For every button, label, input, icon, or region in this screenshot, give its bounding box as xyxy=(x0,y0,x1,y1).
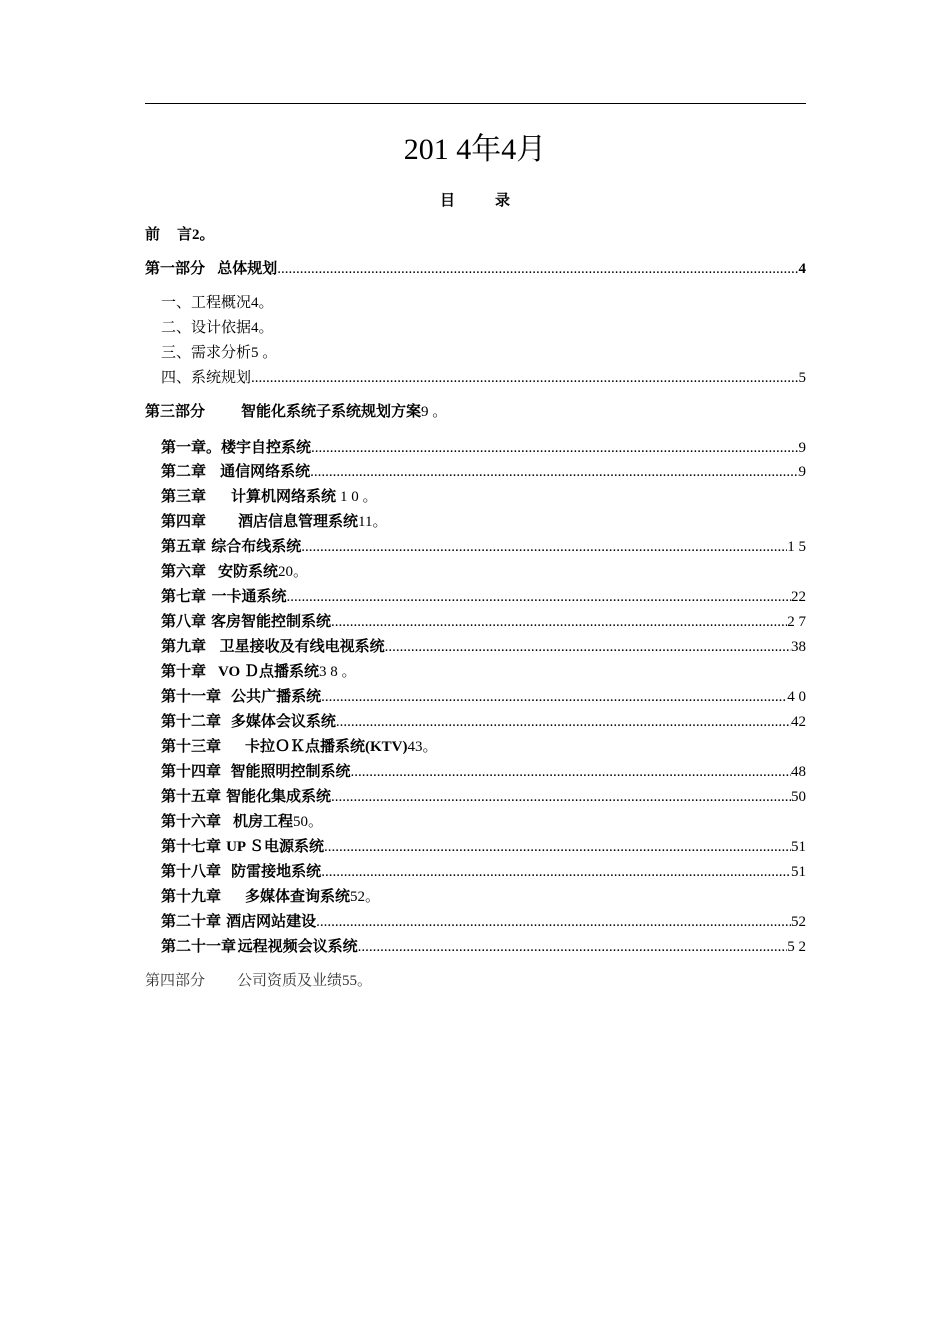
chapter-number: 第十一章 xyxy=(161,689,222,705)
chapter-page: 11。 xyxy=(358,514,388,530)
chapter-number: 第十八章 xyxy=(161,864,222,880)
chapter-page: 2 7 xyxy=(787,614,806,630)
toc-chapter[interactable] xyxy=(161,586,806,608)
toc-heading xyxy=(0,190,950,212)
part4-title: 公司资质及业绩 xyxy=(237,973,343,989)
toc-chapter[interactable] xyxy=(161,686,806,708)
chapter-title: 酒店信息管理系统 xyxy=(238,514,359,530)
chapter-title: 智能照明控制系统 xyxy=(230,764,351,780)
chapter-number: 第二章 xyxy=(161,464,207,480)
toc-chapter[interactable] xyxy=(161,886,806,908)
part1-item-label: 四、系统规划 xyxy=(161,370,252,386)
document-date: 201 4年4月 xyxy=(403,133,547,166)
dot-leader xyxy=(331,611,787,633)
dot-leader xyxy=(385,636,791,658)
chapter-title: 远程视频会议系统 xyxy=(237,939,358,955)
toc-chapter[interactable] xyxy=(161,736,806,758)
part1-item-label: 三、需求分析 xyxy=(161,345,252,361)
part1-item-label: 一、工程概况 xyxy=(161,295,252,311)
chapter-number: 第四章 xyxy=(161,514,207,530)
chapter-number: 第十六章 xyxy=(161,814,222,830)
chapter-number: 第一章 xyxy=(161,440,207,456)
chapter-title: UP Ｓ电源系统 xyxy=(226,839,324,855)
dot-leader xyxy=(286,586,791,608)
part1-item-label: 二、设计依据 xyxy=(161,320,252,336)
chapter-page: 50 xyxy=(791,789,806,805)
toc-entry-part1-item[interactable] xyxy=(161,367,806,389)
part1-item-page: 5 xyxy=(798,370,806,386)
toc-entry-part1[interactable] xyxy=(145,258,806,280)
chapter-number: 第三章 xyxy=(161,489,207,505)
dot-leader xyxy=(321,686,787,708)
chapter-number: 第十章 xyxy=(161,664,207,680)
toc-entry-part1-item[interactable] xyxy=(161,292,806,314)
part1-title: 总体规划 xyxy=(217,261,278,277)
chapter-number: 第五章 xyxy=(161,539,207,555)
chapter-page: 1 5 xyxy=(787,539,806,555)
dot-leader xyxy=(358,936,788,958)
chapter-page: 5 2 xyxy=(787,939,806,955)
toc-chapter[interactable] xyxy=(161,437,806,459)
chapter-title: 智能化集成系统 xyxy=(225,789,331,805)
chapter-title: 卡拉ＯＫ点播系统(KTV) xyxy=(245,739,408,755)
chapter-page: 38 xyxy=(791,639,806,655)
dot-leader xyxy=(311,437,798,459)
chapter-number: 第六章 xyxy=(161,564,207,580)
chapter-title: 一卡通系统 xyxy=(211,589,287,605)
part1-page: 4 xyxy=(798,261,806,277)
chapter-page: 3 8 。 xyxy=(318,664,357,680)
header-rule xyxy=(145,103,806,104)
chapter-title: 。楼宇自控系统 xyxy=(206,440,312,456)
dot-leader xyxy=(321,861,791,883)
preface-label-2: 言 xyxy=(177,227,193,243)
chapter-title: 多媒体会议系统 xyxy=(230,714,336,730)
toc-chapter[interactable] xyxy=(161,836,806,858)
toc-entry-preface[interactable] xyxy=(145,224,806,246)
toc-entry-part1-item[interactable] xyxy=(161,317,806,339)
chapter-page: 48 xyxy=(791,764,806,780)
chapter-title: 公共广播系统 xyxy=(231,689,322,705)
dot-leader xyxy=(277,258,798,280)
preface-label: 前 xyxy=(145,227,161,243)
toc-chapter[interactable] xyxy=(161,561,806,583)
toc-chapter[interactable] xyxy=(161,786,806,808)
dot-leader xyxy=(351,761,791,783)
dot-leader xyxy=(336,711,791,733)
chapter-page: 9 xyxy=(798,440,806,456)
dot-leader xyxy=(324,836,791,858)
toc-chapter[interactable] xyxy=(161,661,806,683)
dot-leader xyxy=(331,786,791,808)
chapter-title: 安防系统 xyxy=(218,564,279,580)
chapter-page: 43。 xyxy=(407,739,438,755)
chapter-page: 9 xyxy=(798,464,806,480)
part1-item-page: 4。 xyxy=(251,295,274,311)
toc-chapter[interactable] xyxy=(161,486,806,508)
chapter-title: 卫星接收及有线电视系统 xyxy=(219,639,385,655)
chapter-number: 第二十一章 xyxy=(161,939,237,955)
toc-heading-right: 录 xyxy=(495,193,511,209)
toc-chapter[interactable] xyxy=(161,611,806,633)
part3-title: 智能化系统子系统规划方案 xyxy=(241,404,422,420)
toc-chapter[interactable] xyxy=(161,711,806,733)
part1-item-page: 5 。 xyxy=(251,345,278,361)
chapter-page: 22 xyxy=(791,589,806,605)
chapter-page: 1 0 。 xyxy=(340,489,378,505)
chapter-title: 客房智能控制系统 xyxy=(210,614,331,630)
chapter-number: 第七章 xyxy=(161,589,207,605)
toc-entry-part4[interactable] xyxy=(145,970,806,992)
dot-leader xyxy=(301,536,787,558)
chapter-title: 防雷接地系统 xyxy=(231,864,322,880)
chapter-page: 20。 xyxy=(278,564,309,580)
toc-chapter[interactable] xyxy=(161,461,806,483)
preface-page: 2。 xyxy=(192,227,215,243)
chapter-number: 第十四章 xyxy=(161,764,222,780)
chapter-number: 第十七章 xyxy=(161,839,222,855)
toc-chapter[interactable] xyxy=(161,861,806,883)
toc-chapter[interactable] xyxy=(161,761,806,783)
toc-entry-part1-item[interactable] xyxy=(161,342,806,364)
chapter-page: 51 xyxy=(791,864,806,880)
chapter-page: 4 0 xyxy=(787,689,806,705)
part3-label: 第三部分 xyxy=(145,404,206,420)
dot-leader xyxy=(310,461,798,483)
chapter-page: 50。 xyxy=(293,814,324,830)
part1-label: 第一部分 xyxy=(145,261,206,277)
chapter-number: 第八章 xyxy=(161,614,207,630)
toc-entry-part3[interactable] xyxy=(145,401,806,423)
chapter-number: 第十九章 xyxy=(161,889,222,905)
part1-item-page: 4。 xyxy=(251,320,274,336)
chapter-page: 42 xyxy=(791,714,806,730)
toc-chapter[interactable] xyxy=(161,811,806,833)
dot-leader xyxy=(316,911,791,933)
toc-chapter[interactable] xyxy=(161,511,806,533)
chapter-title: 计算机网络系统 xyxy=(231,489,337,505)
dot-leader xyxy=(251,367,798,389)
chapter-title: VO Ｄ点播系统 xyxy=(218,664,319,680)
part4-label: 第四部分 xyxy=(145,973,206,989)
chapter-page: 52。 xyxy=(350,889,381,905)
chapter-number: 第二十章 xyxy=(161,914,222,930)
chapter-title: 通信网络系统 xyxy=(220,464,311,480)
chapter-title: 机房工程 xyxy=(233,814,294,830)
chapter-title: 多媒体查询系统 xyxy=(245,889,351,905)
chapter-title: 综合布线系统 xyxy=(211,539,302,555)
chapter-number: 第九章 xyxy=(161,639,207,655)
part3-page: 9 。 xyxy=(421,404,448,420)
chapter-number: 第十五章 xyxy=(161,789,222,805)
chapter-page: 52 xyxy=(791,914,806,930)
toc-heading-left: 目 xyxy=(439,193,455,209)
toc-chapter[interactable] xyxy=(161,536,806,558)
chapter-number: 第十三章 xyxy=(161,739,222,755)
toc-chapter[interactable] xyxy=(161,936,806,958)
toc-chapter[interactable] xyxy=(161,636,806,658)
chapter-page: 51 xyxy=(791,839,806,855)
part4-page: 55。 xyxy=(342,973,373,989)
chapter-number: 第十二章 xyxy=(161,714,222,730)
toc-chapter[interactable] xyxy=(161,911,806,933)
chapter-title: 酒店网站建设 xyxy=(226,914,317,930)
